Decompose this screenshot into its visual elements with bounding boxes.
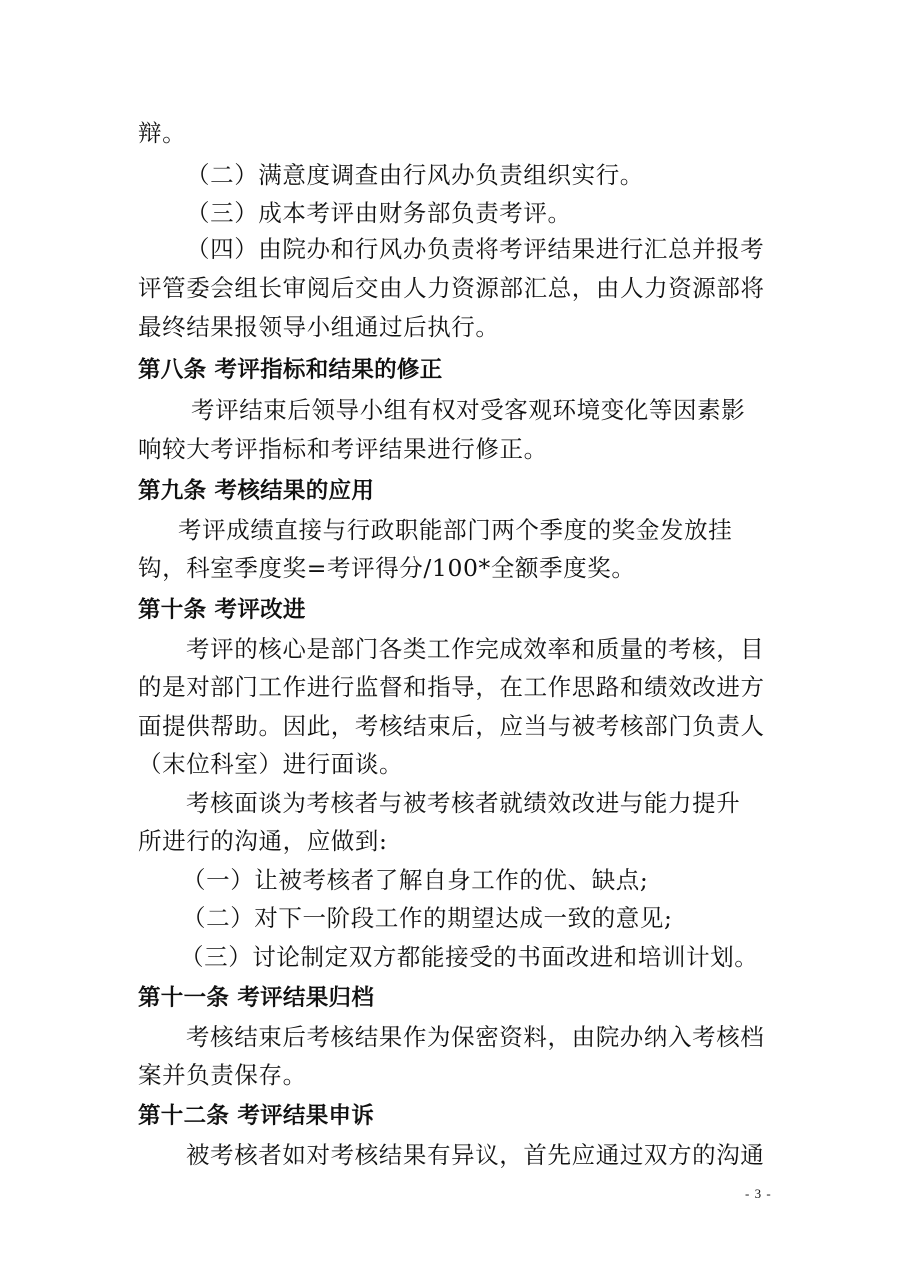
article-heading: 第十条 考评改进 — [138, 597, 306, 623]
paragraph-line: （二）对下一阶段工作的期望达成一致的意见; — [182, 904, 673, 932]
paragraph-line: 评管委会组长审阅后交由人力资源部汇总，由人力资源部将 — [138, 274, 765, 302]
paragraph-line: 面提供帮助。因此，考核结束后，应当与被考核部门负责人 — [138, 712, 765, 740]
paragraph-line: 的是对部门工作进行监督和指导，在工作思路和绩效改进方 — [138, 673, 765, 701]
article-heading: 第八条 考评指标和结果的修正 — [138, 357, 443, 383]
paragraph-line: 考核结束后考核结果作为保密资料，由院办纳入考核档 — [186, 1023, 765, 1051]
paragraph-line: （末位科室）进行面谈。 — [138, 750, 404, 778]
article-heading: 第十一条 考评结果归档 — [138, 985, 375, 1011]
paragraph-line: 考评成绩直接与行政职能部门两个季度的奖金发放挂 — [178, 516, 733, 544]
paragraph-line: （三）讨论制定双方都能接受的书面改进和培训计划。 — [180, 943, 759, 971]
paragraph-line: 辩。 — [138, 119, 187, 147]
paragraph-line: （四）由院办和行风办负责将考评结果进行汇总并报考 — [186, 235, 765, 263]
paragraph-line: （一）让被考核者了解自身工作的优、缺点; — [182, 866, 649, 894]
article-heading: 第九条 考核结果的应用 — [138, 478, 375, 504]
paragraph-line: 考评结束后领导小组有权对受客观环境变化等因素影 — [191, 396, 746, 424]
paragraph-line: 考评的核心是部门各类工作完成效率和质量的考核，目 — [186, 635, 765, 663]
paragraph-line: （三）成本考评由财务部负责考评。 — [186, 199, 572, 227]
page-number: - 3 - — [745, 1186, 772, 1201]
article-heading: 第十二条 考评结果申诉 — [138, 1103, 375, 1129]
paragraph-line: 最终结果报领导小组通过后执行。 — [138, 313, 500, 341]
paragraph-line: 考核面谈为考核者与被考核者就绩效改进与能力提升 — [186, 789, 741, 817]
paragraph-line: 案并负责保存。 — [138, 1061, 307, 1089]
paragraph-line: 钩，科室季度奖=考评得分/100*全额季度奖。 — [138, 554, 636, 582]
paragraph-line: （二）满意度调查由行风办负责组织实行。 — [186, 161, 644, 189]
paragraph-line: 所进行的沟通，应做到: — [138, 827, 388, 855]
paragraph-line: 被考核者如对考核结果有异议，首先应通过双方的沟通 — [186, 1141, 765, 1169]
paragraph-line: 响较大考评指标和考评结果进行修正。 — [138, 435, 548, 463]
